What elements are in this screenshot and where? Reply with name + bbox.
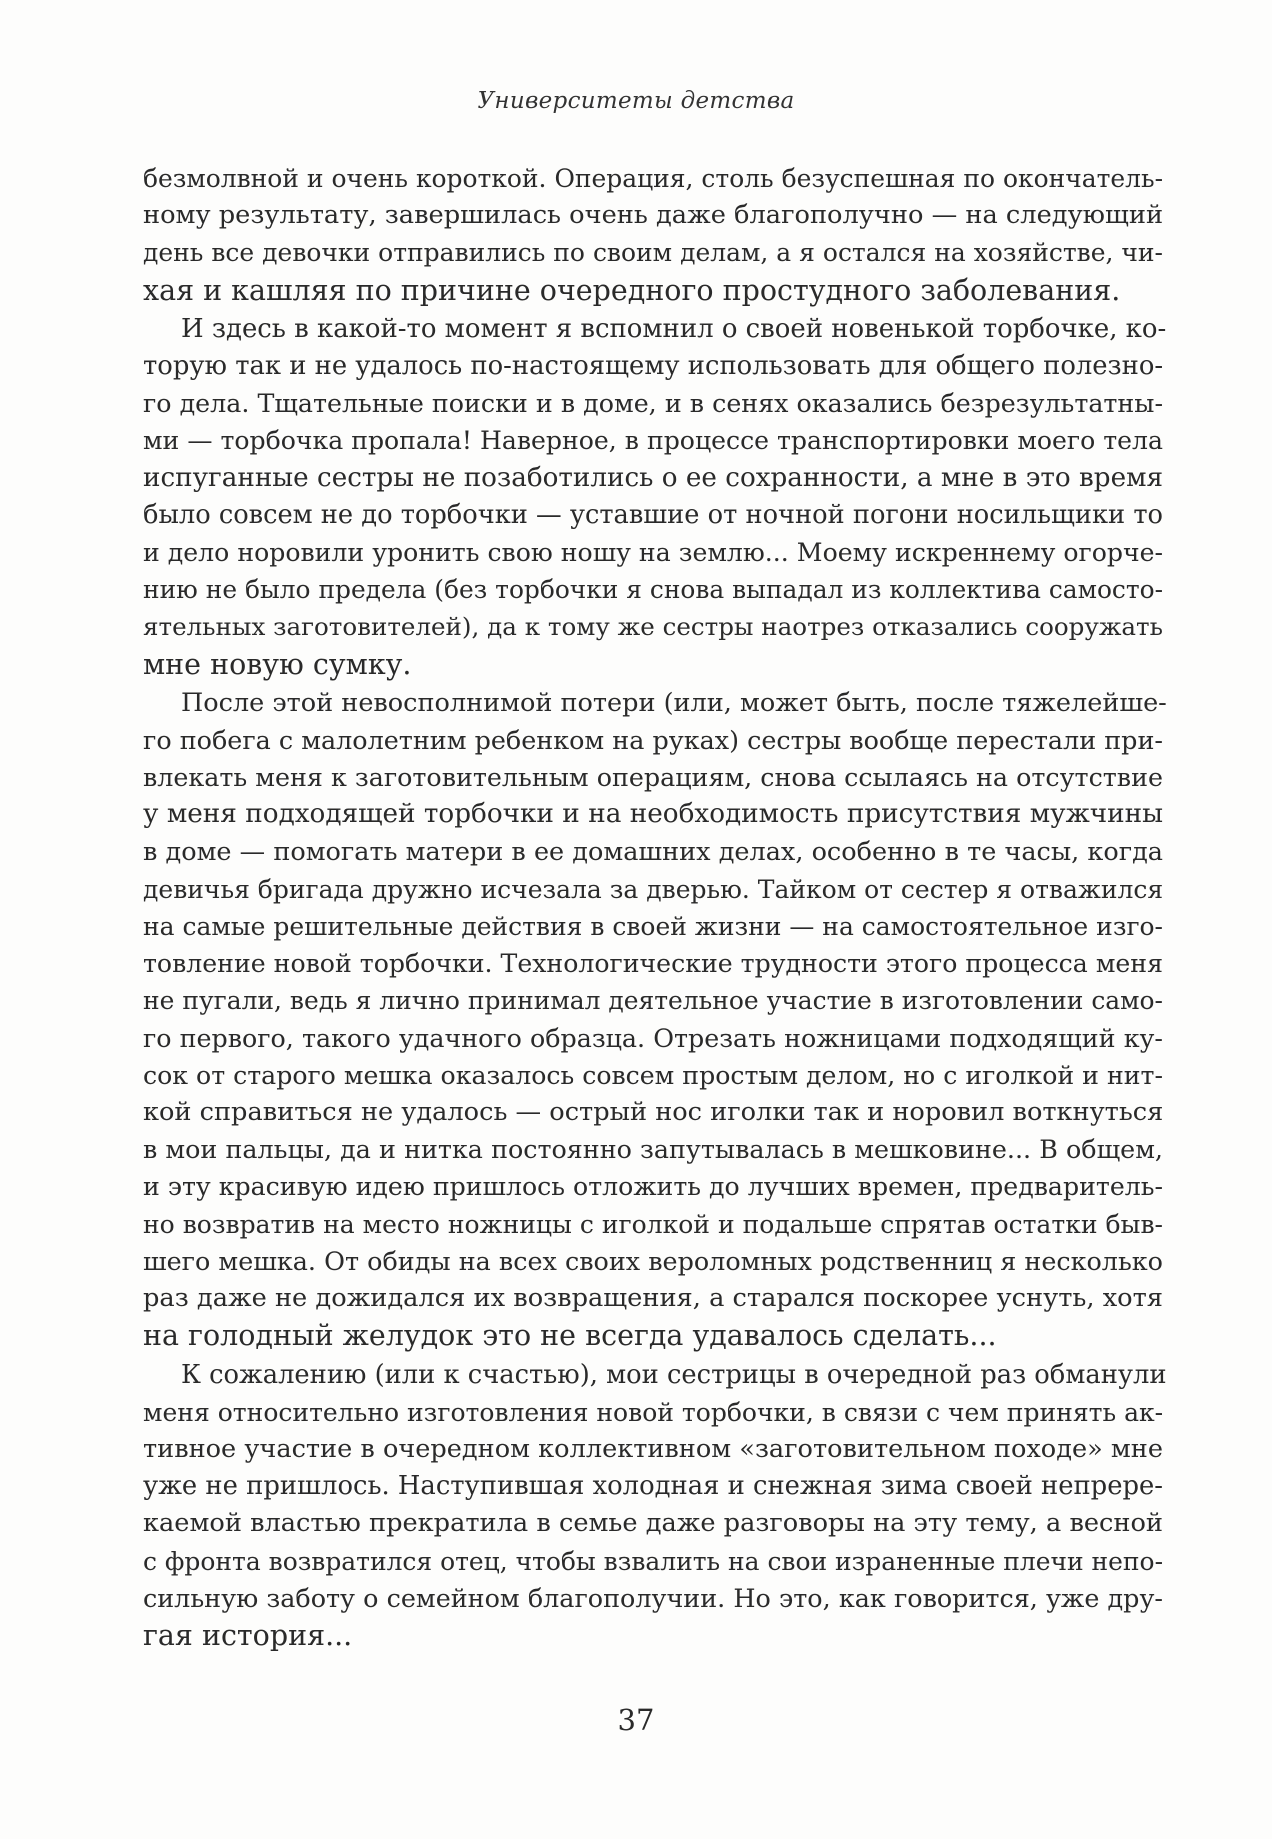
text-line: ми — торбочка пропала! Наверное, в процессе транспортировки моего тела xyxy=(143,426,1163,456)
text-line: шего мешка. От обиды на всех своих вероломных родственниц я несколько xyxy=(143,1245,1163,1276)
paragraph xyxy=(143,685,1167,1355)
text-line: торую так и не удалось по-настоящему использовать для общего полезно- xyxy=(143,351,1164,382)
paragraph xyxy=(143,160,1163,309)
running-header: Университеты детства xyxy=(477,88,795,114)
text-line: каемой властью прекратила в семье даже разговоры на эту тему, а весной xyxy=(143,1508,1163,1539)
page-number: 37 xyxy=(617,1703,655,1737)
text-line: влекать меня к заготовительным операциям, снова ссылаясь на отсутствие xyxy=(143,762,1163,793)
text-line: и дело норовили уронить свою ношу на землю... Моему искреннему огорче- xyxy=(143,538,1163,568)
text-line: тивное участие в очередном коллективном «заготовительном походе» мне xyxy=(143,1433,1163,1464)
text-line: го первого, такого удачного образца. Отрезать ножницами подходящий ку- xyxy=(143,1022,1163,1053)
body-text xyxy=(143,160,1167,1654)
text-line: испуганные сестры не позаботились о ее сохранности, а мне в это время xyxy=(143,462,1163,493)
text-line: девичья бригада дружно исчезала за дверью. Тайком от сестер я отважился xyxy=(143,874,1164,904)
text-line: с фронта возвратился отец, чтобы взвалить на свои израненные плечи непо- xyxy=(143,1546,1163,1576)
text-line: и эту красивую идею пришлось отложить до лучших времен, предваритель- xyxy=(143,1172,1163,1202)
text-line: ному результату, завершилась очень даже благополучно — на следующий xyxy=(143,200,1164,231)
text-line: кой справиться не удалось — острый нос иголки так и норовил воткнуться xyxy=(143,1097,1164,1128)
text-line: в доме — помогать матери в ее домашних делах, особенно в те часы, когда xyxy=(143,836,1163,867)
text-line: но возвратив на место ножницы с иголкой и подальше спрятав остатки быв- xyxy=(143,1209,1163,1239)
text-line: хая и кашляя по причине очередного простудного заболевания. xyxy=(143,273,1121,307)
text-line: уже не пришлось. Наступившая холодная и снежная зима своей непрере- xyxy=(143,1471,1163,1502)
text-line: гая история... xyxy=(143,1618,353,1652)
text-line: было совсем не до торбочки — уставшие от ночной погони носильщики то xyxy=(143,499,1163,530)
text-line: го побега с малолетним ребенком на руках) сестры вообще перестали при- xyxy=(143,725,1163,756)
text-line: го дела. Тщательные поиски и в доме, и в сенях оказались безрезультатны- xyxy=(143,388,1163,419)
text-line: К сожалению (или к счастью), мои сестрицы в очередной раз обманули xyxy=(181,1359,1167,1390)
text-line: После этой невосполнимой потери (или, может быть, после тяжелейше- xyxy=(181,687,1167,718)
text-line: не пугали, ведь я лично принимал деятельное участие в изготовлении само- xyxy=(143,986,1163,1016)
text-line: меня относительно изготовления новой торбочки, в связи с чем принять ак- xyxy=(143,1397,1164,1427)
text-line: на самые решительные действия в своей жизни — на самостоятельное изго- xyxy=(143,912,1163,942)
text-line: раз даже не дожидался их возвращения, а старался поскорее уснуть, хотя xyxy=(143,1283,1163,1314)
text-line: нию не было предела (без торбочки я снова выпадал из коллектива самосто- xyxy=(143,575,1163,605)
text-line: сильную заботу о семейном благополучии. Но это, как говорится, уже дру- xyxy=(143,1582,1163,1613)
text-line: в мои пальцы, да и нитка постоянно запутывалась в мешковине... В общем, xyxy=(143,1134,1163,1165)
paragraph xyxy=(143,1357,1167,1655)
text-line: у меня подходящей торбочки и на необходимость присутствия мужчины xyxy=(143,799,1163,830)
text-line: И здесь в какой-то момент я вспомнил о своей новенькой торбочке, ко- xyxy=(181,313,1167,344)
text-line: мне новую сумку. xyxy=(143,647,412,681)
text-line: на голодный желудок это не всегда удавалось сделать... xyxy=(143,1319,997,1353)
text-line: сок от старого мешка оказалось совсем простым делом, но с иголкой и нит- xyxy=(143,1060,1163,1090)
text-line: день все девочки отправились по своим делам, а я остался на хозяйстве, чи- xyxy=(143,238,1163,268)
text-line: товление новой торбочки. Технологические трудности этого процесса меня xyxy=(143,949,1163,979)
paragraph xyxy=(143,311,1167,683)
text-line: безмолвной и очень короткой. Операция, столь безуспешная по окончатель- xyxy=(143,164,1163,193)
text-line: ятельных заготовителей), да к тому же сестры наотрез отказались сооружать xyxy=(143,612,1163,642)
